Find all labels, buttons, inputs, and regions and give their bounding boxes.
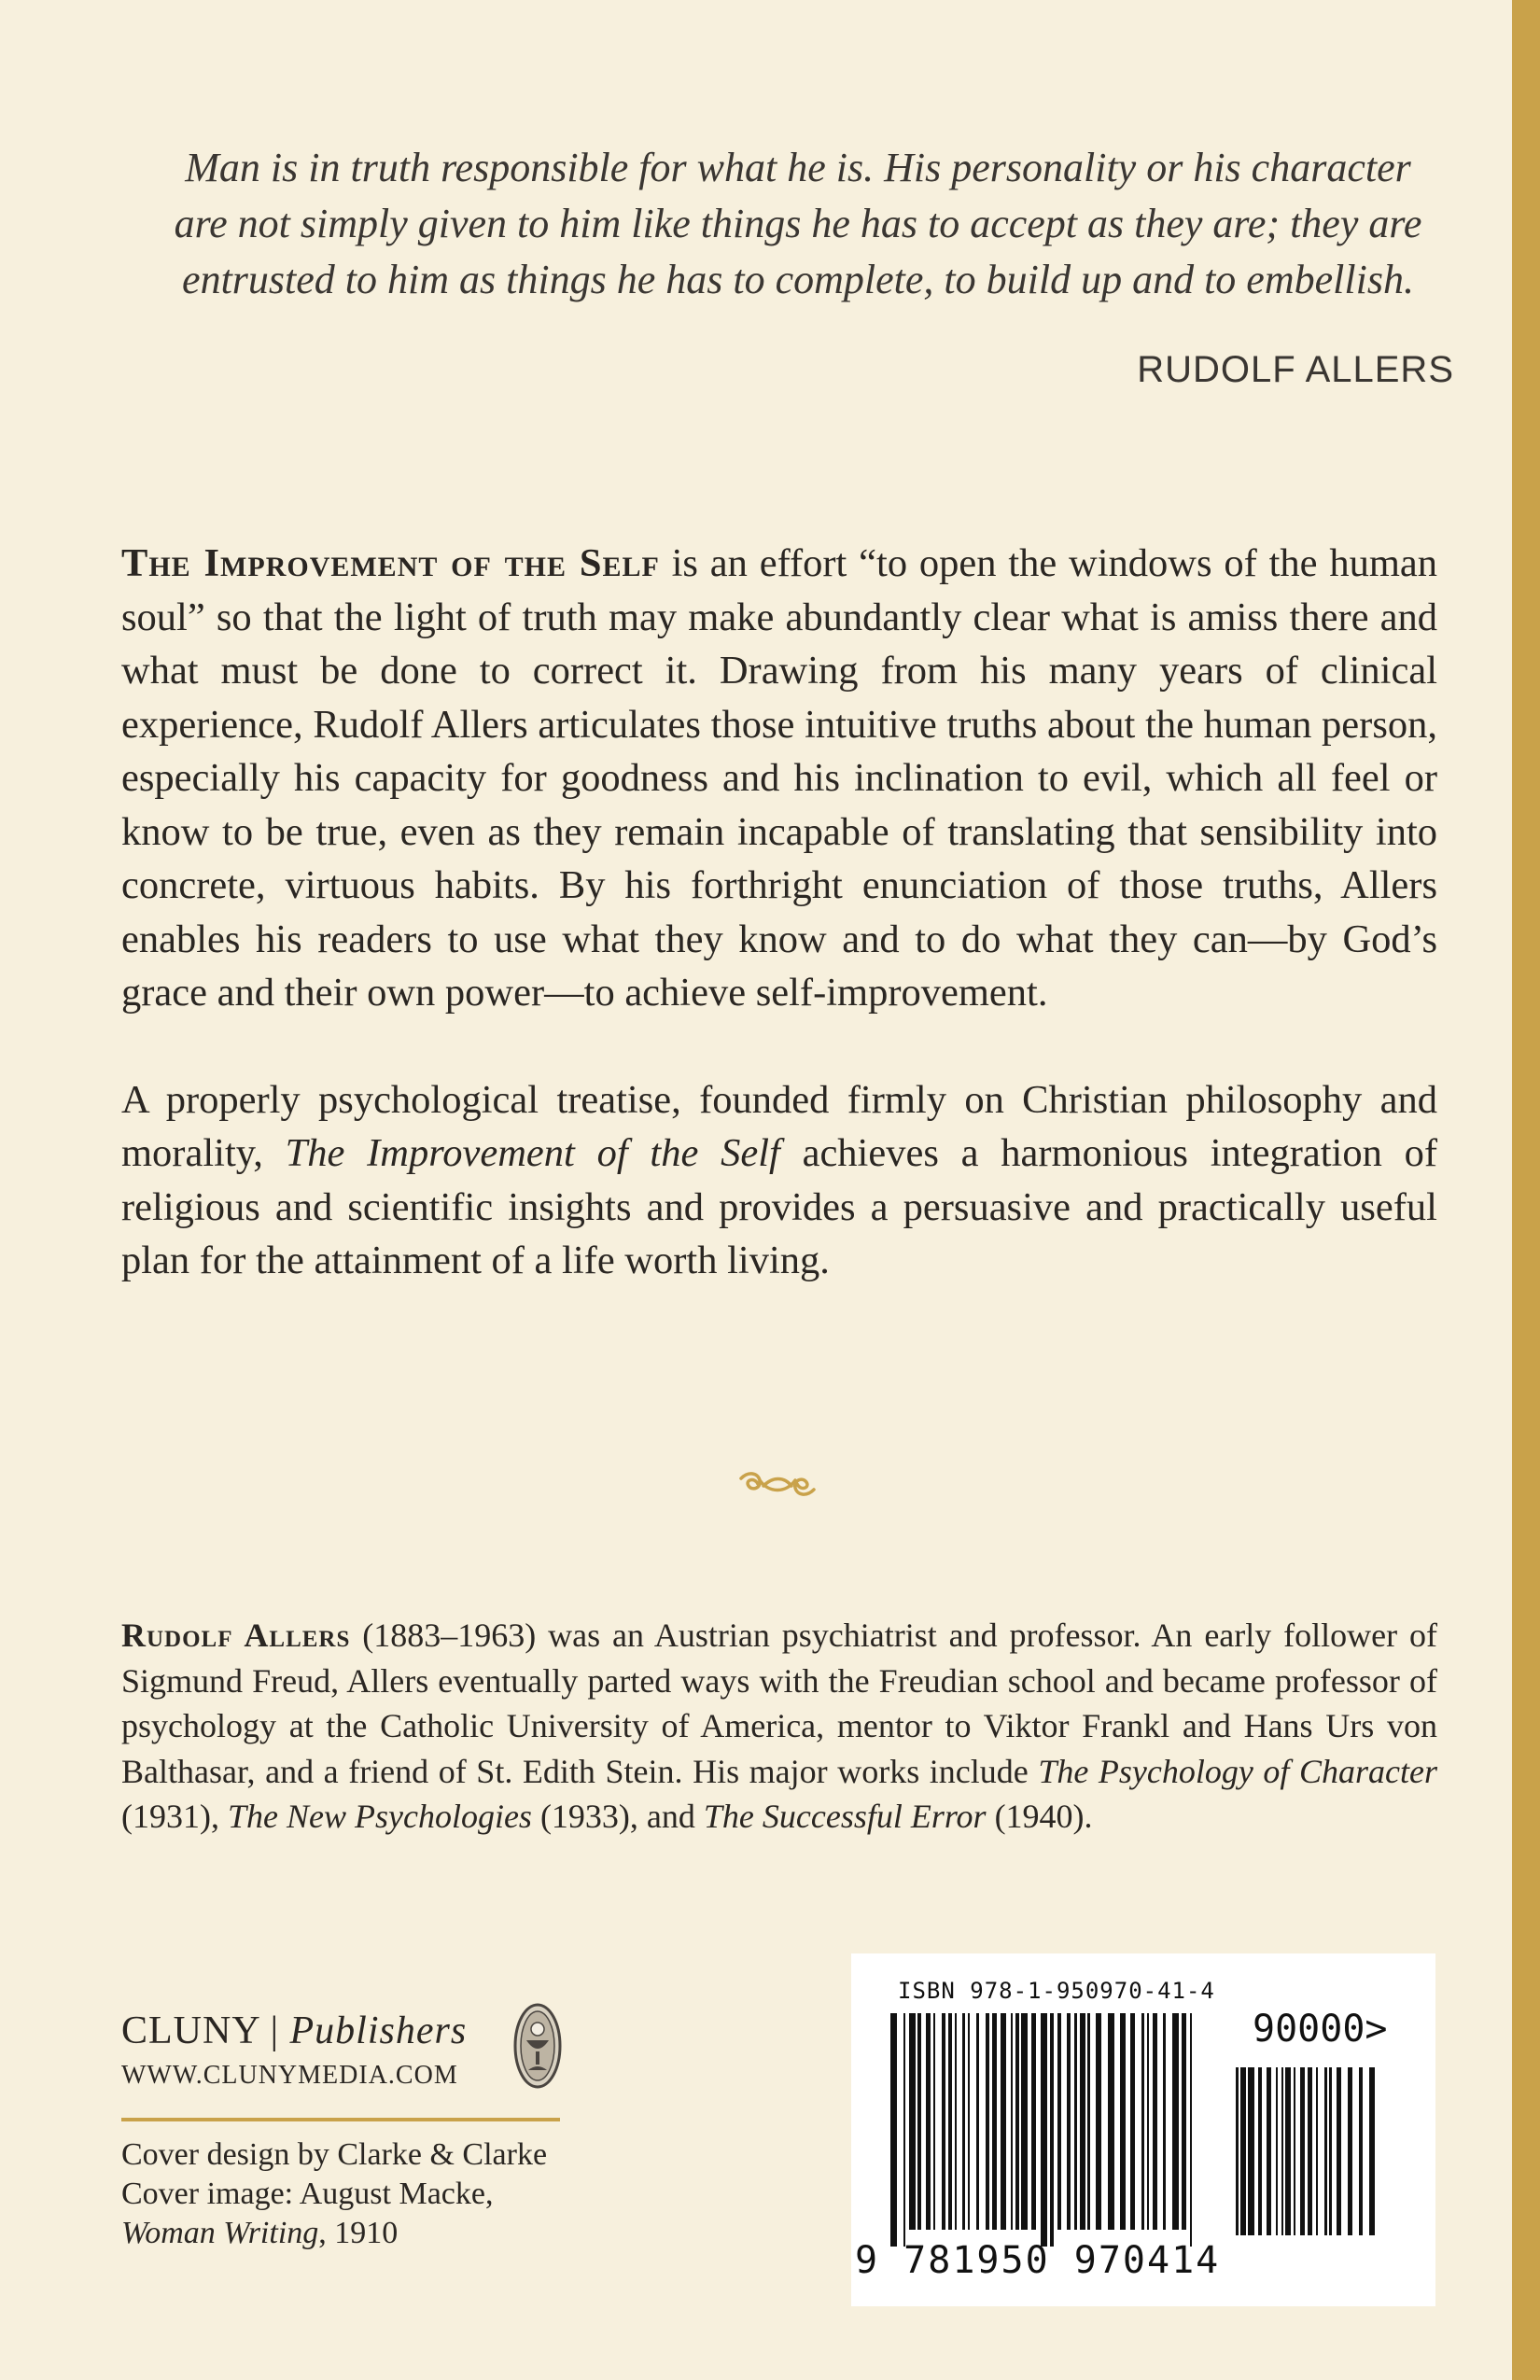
book-title-italic: The Improvement of the Self: [285, 1131, 780, 1175]
cover-image-title-line: [121, 2214, 644, 2253]
artwork-year: , 1910: [318, 2216, 399, 2250]
barcode-bar: [1248, 2067, 1254, 2235]
barcode-bar: [1267, 2067, 1271, 2235]
barcode-bar: [1240, 2067, 1246, 2235]
barcode-bar: [948, 2013, 952, 2230]
barcode-bar: [909, 2013, 916, 2230]
barcode-bar: [1276, 2067, 1278, 2235]
bio-paragraph: [121, 1613, 1437, 1840]
book-title: The Improvement of the Self: [121, 541, 660, 585]
barcode-bar: [1190, 2013, 1192, 2247]
bio-text: (1883–1963) was an Austrian psychiatrist and professor. An early follower of Sigmund Freud, Allers eventually parted ways with the Freudian school and became professor of psychology at the Catholic University of America, mentor to Viktor Frankl and Hans Urs von Balthasar, and a friend of St. Edith Stein. His major works include: [121, 1617, 1437, 1790]
author-bio: [121, 1613, 1437, 1840]
barcode-bar: [1057, 2013, 1061, 2230]
publisher-block: [121, 2009, 560, 2091]
publisher-name-text: CLUNY: [121, 2009, 260, 2052]
barcode-bar: [968, 2013, 970, 2230]
barcode-bar: [1067, 2013, 1071, 2230]
barcode-bar: [1324, 2067, 1327, 2235]
barcode-bar: [890, 2013, 897, 2247]
work-title: The New Psychologies: [227, 1798, 532, 1835]
epigraph-author: RUDOLF ALLERS: [1137, 349, 1454, 390]
barcode-bar: [1359, 2067, 1363, 2235]
barcode-bar: [1172, 2013, 1179, 2230]
work-title: The Psychology of Character: [1038, 1752, 1437, 1790]
barcode-bar: [1308, 2067, 1312, 2235]
barcode-bar: [976, 2013, 979, 2230]
barcode-bar: [1182, 2013, 1186, 2230]
barcode-bar: [1258, 2067, 1262, 2235]
chalice-seal-icon: [513, 2003, 562, 2089]
description-paragraph: [121, 1073, 1437, 1288]
barcode-bar: [1369, 2067, 1375, 2235]
cover-image-credit: Cover image: August Macke,: [121, 2177, 494, 2211]
barcode-bar: [1141, 2013, 1144, 2230]
epigraph-quote: [131, 140, 1465, 308]
ean-barcode-bars: [890, 2013, 1198, 2247]
barcode-bar: [1080, 2013, 1085, 2230]
description-text: A properly psychological treatise, founded firmly on Christian philosophy and morality,: [121, 1077, 1437, 1175]
barcode-bar: [1294, 2067, 1295, 2235]
epigraph-line: entrusted to him as things he has to complete, to build up and to embellish.: [182, 257, 1414, 302]
publisher-suffix: Publishers: [289, 2009, 468, 2052]
barcode-bar: [1074, 2013, 1077, 2230]
barcode-bar: [986, 2013, 989, 2230]
barcode-bar: [1011, 2013, 1013, 2230]
barcode-bar: [1041, 2013, 1047, 2247]
book-description: [121, 537, 1437, 1288]
ean-digits: 9 781950 970414: [855, 2239, 1221, 2282]
barcode-bar: [903, 2013, 905, 2247]
addon-barcode-bars: [1236, 2067, 1376, 2252]
barcode-bar: [1300, 2067, 1305, 2235]
barcode-bar: [962, 2013, 965, 2230]
description-text: achieves a harmonious integration of religious and scientific insights and provides a persuasive and practically useful plan for the attainment of a life worth living.: [121, 1131, 1437, 1282]
barcode-bar: [1108, 2013, 1114, 2230]
barcode-bar: [942, 2013, 945, 2230]
barcode-bar: [1163, 2013, 1166, 2230]
price-addon-label: 90000>: [1253, 2008, 1388, 2051]
epigraph-line: are not simply given to him like things he has to accept as they are; they are: [174, 201, 1422, 246]
barcode-bar: [1031, 2013, 1036, 2230]
barcode-bar: [933, 2013, 935, 2230]
barcode-bar: [1337, 2067, 1341, 2235]
isbn-barcode: [851, 1953, 1435, 2306]
barcode-bar: [917, 2013, 921, 2230]
barcode-bar: [1147, 2013, 1149, 2230]
bio-text: (1940).: [986, 1798, 1093, 1835]
barcode-bar: [1236, 2067, 1239, 2235]
publisher-name: [121, 2009, 560, 2053]
barcode-bar: [1285, 2067, 1291, 2235]
author-name: Rudolf Allers: [121, 1617, 351, 1654]
description-text: is an effort “to open the windows of the human soul” so that the light of truth may make abundantly clear what is amiss there and what must be done to correct it. Drawing from his many years of clinical experience, Rudolf Allers articulates those intuitive truths about the human person, especially his capacity for goodness and his inclination to evil, which all feel or know to be true, even as they remain incapable of translating that sensibility into concrete, virtuous habits. By his forthright enunciation of those truths, Allers enables his readers to use what they know and to do what they can—by God’s grace and their own power—to achieve self-improvement.: [121, 541, 1437, 1015]
epigraph-line: Man is in truth responsible for what he is. His personality or his character: [185, 145, 1411, 190]
artwork-title: Woman Writing: [121, 2216, 319, 2250]
gold-edge-stripe: [1512, 0, 1540, 2380]
barcode-bar: [1096, 2013, 1101, 2230]
barcode-bar: [1001, 2013, 1006, 2230]
barcode-bar: [1348, 2067, 1352, 2235]
bio-text: (1933), and: [531, 1798, 704, 1835]
barcode-bar: [955, 2013, 957, 2230]
barcode-bar: [1087, 2013, 1090, 2230]
barcode-bar: [1130, 2013, 1135, 2230]
description-paragraph: [121, 537, 1437, 1020]
publisher-divider: [121, 2118, 560, 2121]
isbn-label: ISBN 978-1-950970-41-4: [898, 1978, 1215, 2004]
barcode-bar: [926, 2013, 931, 2230]
barcode-bar: [1153, 2013, 1157, 2230]
publisher-separator: |: [259, 2009, 290, 2052]
barcode-bar: [1120, 2013, 1126, 2230]
barcode-bar: [1316, 2067, 1318, 2235]
work-title: The Successful Error: [703, 1798, 987, 1835]
cover-design-credit: Cover design by Clarke & Clarke: [121, 2137, 548, 2172]
barcode-bar: [1021, 2013, 1028, 2230]
barcode-bar: [1329, 2067, 1332, 2235]
cover-credits: [121, 2135, 644, 2253]
publisher-url: WWW.CLUNYMEDIA.COM: [121, 2061, 458, 2090]
barcode-bar: [1050, 2013, 1054, 2247]
barcode-bar: [992, 2013, 997, 2230]
barcode-bar: [1281, 2067, 1283, 2235]
barcode-bar: [1015, 2013, 1019, 2230]
ornament-divider-icon: [735, 1465, 819, 1503]
bio-text: (1931),: [121, 1798, 228, 1835]
